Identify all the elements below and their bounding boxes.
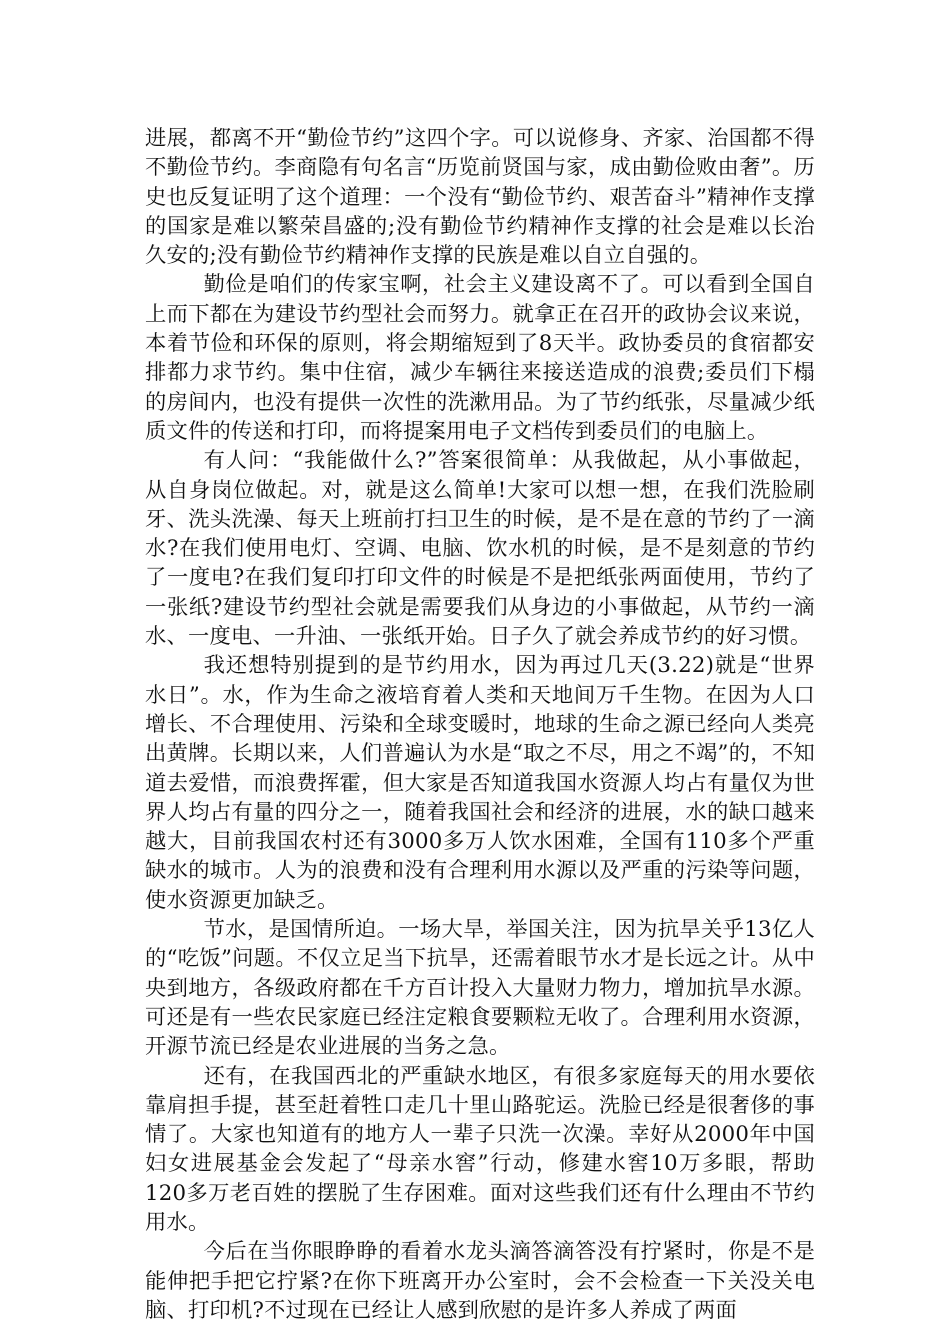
paragraph-2: 勤俭是咱们的传家宝啊，社会主义建设离不了。可以看到全国自上而下都在为建设节约型社会而努力。就拿正在召开的政协会议来说，本着节俭和环保的原则，将会期缩短到了8天半。政协委员的食宿都安排都力求节约。集中住宿，减少车辆往来接送造成的浪费;委员们下榻的房间内，也没有提供一次性的洗漱用品。为了节约纸张，尽量减少纸质文件的传送和打印，而将提案用电子文档传到委员们的电脑上。: [145, 272, 815, 444]
paragraph-6: 还有，在我国西北的严重缺水地区，有很多家庭每天的用水要依靠肩担手提，甚至赶着牲口走几十里山路驼运。洗脸已经是很奢侈的事情了。大家也知道有的地方人一辈子只洗一次澡。幸好从2000年中国妇女进展基金会发起了“母亲水窖”行动，修建水窖10万多眼，帮助120多万老百姓的摆脱了生存困难。面对这些我们还有什么理由不节约用水。: [145, 1063, 815, 1235]
paragraph-3: 有人问：“我能做什么?”答案很简单：从我做起，从小事做起，从自身岗位做起。对，就是这么简单!大家可以想一想，在我们洗脸刷牙、洗头洗澡、每天上班前打扫卫生的时候，是不是在意的节约了一滴水?在我们使用电灯、空调、电脑、饮水机的时候，是不是刻意的节约了一度电?在我们复印打印文件的时候是不是把纸张两面使用，节约了一张纸?建设节约型社会就是需要我们从身边的小事做起，从节约一滴水、一度电、一升油、一张纸开始。日子久了就会养成节约的好习惯。: [145, 448, 815, 650]
paragraph-7: 今后在当你眼睁睁的看着水龙头滴答滴答没有拧紧时，你是不是能伸把手把它拧紧?在你下班离开办公室时，会不会检查一下关没关电脑、打印机?不过现在已经让人感到欣慰的是许多人养成了两面: [145, 1239, 815, 1323]
paragraph-5: 节水，是国情所迫。一场大旱，举国关注，因为抗旱关乎13亿人的“吃饭”问题。不仅立足当下抗旱，还需着眼节水才是长远之计。从中央到地方，各级政府都在千方百计投入大量财力物力，增加抗旱水源。可还是有一些农民家庭已经注定粮食要颗粒无收了。合理利用水资源，开源节流已经是农业进展的当务之急。: [145, 917, 815, 1060]
paragraph-4: 我还想特别提到的是节约用水，因为再过几天(3.22)就是“世界水日”。水，作为生命之液培育着人类和天地间万千生物。在因为人口增长、不合理使用、污染和全球变暖时，地球的生命之源已经向人类亮出黄牌。长期以来，人们普遍认为水是“取之不尽，用之不竭”的，不知道去爱惜，而浪费挥霍，但大家是否知道我国水资源人均占有量仅为世界人均占有量的四分之一，随着我国社会和经济的进展，水的缺口越来越大，目前我国农村还有3000多万人饮水困难，全国有110多个严重缺水的城市。人为的浪费和没有合理利用水源以及严重的污染等问题，使水资源更加缺乏。: [145, 653, 815, 913]
paragraph-1: 进展，都离不开“勤俭节约”这四个字。可以说修身、齐家、治国都不得不勤俭节约。李商隐有句名言“历览前贤国与家，成由勤俭败由奢”。历史也反复证明了这个道理：一个没有“勤俭节约、艰苦奋斗”精神作支撑的国家是难以繁荣昌盛的;没有勤俭节约精神作支撑的社会是难以长治久安的;没有勤俭节约精神作支撑的民族是难以自立自强的。: [145, 126, 815, 269]
document-body: [145, 124, 815, 1325]
